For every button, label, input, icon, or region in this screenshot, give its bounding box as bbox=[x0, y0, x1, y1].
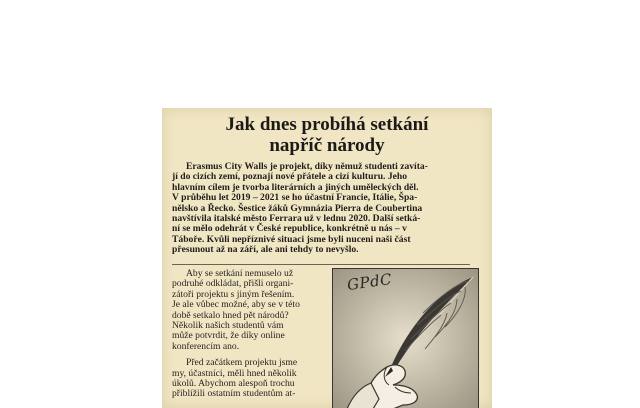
body-line: Je ale vůbec možné, aby se v této bbox=[172, 299, 300, 311]
article-lead bbox=[172, 162, 482, 256]
lead-line: ní se mělo odehrát v České republice, konkrétně u nás – v bbox=[172, 223, 407, 235]
body-line: my, účastníci, měli hned několik bbox=[172, 367, 297, 379]
lead-line: Erasmus City Walls je projekt, díky němuž studenti zavíta- bbox=[186, 161, 428, 172]
section-divider bbox=[172, 264, 470, 265]
body-line: Před začátkem projektu jsme bbox=[186, 357, 298, 369]
body-line: Aby se setkání nemuselo už bbox=[186, 268, 294, 279]
school-logo-text: GPdC bbox=[345, 269, 394, 295]
body-line: době setkalo hned pět národů? bbox=[172, 309, 289, 321]
article-headline bbox=[162, 114, 492, 156]
lead-line: V průběhu let 2019 – 2021 se ho účastní Francie, Itálie, Špa- bbox=[172, 192, 418, 204]
body-line: přiblížili ostatním studentům at- bbox=[172, 388, 296, 400]
body-column bbox=[172, 269, 326, 400]
newspaper-clipping bbox=[162, 108, 492, 408]
lead-line: nělsko a Řecko. Šestice žáků Gymnázia Pierra de Coubertina bbox=[172, 202, 423, 214]
body-line: konferencím ano. bbox=[172, 340, 240, 352]
quill-illustration bbox=[332, 268, 479, 408]
lead-line: hlavním cílem je tvorba literárních a jiných uměleckých děl. bbox=[172, 181, 419, 193]
body-line: úkolů. Abychom alespoň trochu bbox=[172, 378, 295, 390]
body-line: Několik našich studentů vám bbox=[172, 320, 284, 332]
headline-line: napříč národy bbox=[269, 135, 385, 156]
lead-line: Táboře. Kvůli nepříznivé situaci jsme byli nuceni naši část bbox=[172, 233, 411, 245]
body-line: podruhé odkládat, přišli organi- bbox=[172, 278, 294, 290]
headline-line: Jak dnes probíhá setkání bbox=[225, 114, 429, 135]
lead-line: jí do cizích zemí, poznají nové přátele a cizí kulturu. Jeho bbox=[172, 171, 408, 183]
body-line: zátoři projektu s jiným řešením. bbox=[172, 288, 295, 300]
body-line: může potvrdit, že díky online bbox=[172, 330, 285, 342]
lead-line: přesunout až na září, ale ani tehdy to nevyšlo. bbox=[172, 244, 359, 256]
lead-line: navštívila italské město Ferrara už v lednu 2020. Další setká- bbox=[172, 213, 421, 225]
